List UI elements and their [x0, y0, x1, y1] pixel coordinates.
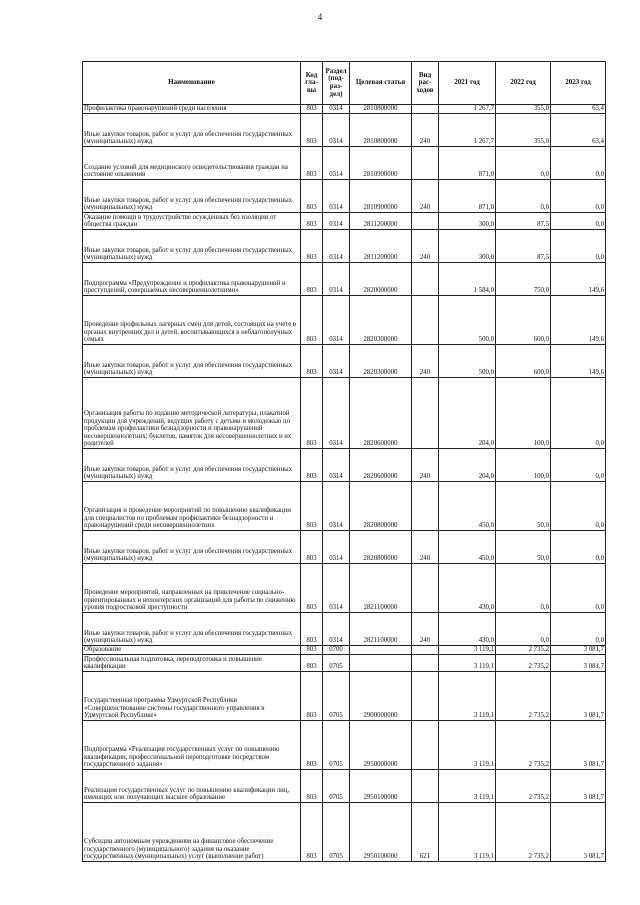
row-2022: 0,0	[496, 613, 551, 646]
row-name: Проведение мероприятий, направленных на привлечение социально-ориентированных и волонтерских организаций для работы по снижению уровня подростковой преступности	[83, 564, 301, 613]
row-type: 240	[412, 345, 439, 378]
row-2021: 871,0	[439, 180, 496, 213]
row-name: Подпрограмма «Предупреждение и профилактика правонарушений и преступлений, совершаемых несовершеннолетними»	[83, 263, 301, 296]
row-article: 2950000000	[350, 721, 412, 770]
row-chapter: 803	[301, 345, 323, 378]
row-type	[412, 296, 439, 345]
row-chapter: 803	[301, 230, 323, 263]
row-section: 0314	[323, 114, 350, 147]
row-section: 0705	[323, 672, 350, 721]
row-chapter: 803	[301, 646, 323, 655]
row-2021: 3 119,1	[439, 803, 496, 862]
row-article: 2820800000	[350, 482, 412, 531]
header-2021: 2021 год	[439, 62, 496, 105]
row-type: 240	[412, 613, 439, 646]
table-row	[83, 655, 606, 672]
row-2022: 87,5	[496, 230, 551, 263]
row-2023: 0,0	[551, 449, 606, 482]
row-article: 2820300000	[350, 345, 412, 378]
row-2022: 50,0	[496, 482, 551, 531]
table-row	[83, 263, 606, 296]
table-row	[83, 378, 606, 449]
header-expense-type: Вид рас- ходов	[412, 62, 439, 105]
row-chapter: 803	[301, 564, 323, 613]
row-2021: 450,0	[439, 482, 496, 531]
row-chapter: 803	[301, 449, 323, 482]
row-name: Образование	[83, 646, 301, 655]
header-section: Раздел (под- раз- дел)	[323, 62, 350, 105]
row-2022: 2 735,2	[496, 803, 551, 862]
table-row	[83, 213, 606, 230]
row-2023: 149,6	[551, 263, 606, 296]
row-name: Иные закупки товаров, работ и услуг для обеспечения государственных (муниципальных) нужд	[83, 180, 301, 213]
row-type	[412, 655, 439, 672]
table-row	[83, 564, 606, 613]
table-row	[83, 345, 606, 378]
table-row	[83, 721, 606, 770]
row-name: Иные закупки товаров, работ и услуг для обеспечения государственных (муниципальных) нужд	[83, 449, 301, 482]
table-body	[83, 105, 606, 862]
row-section: 0314	[323, 449, 350, 482]
row-2021: 430,0	[439, 613, 496, 646]
row-2022: 50,0	[496, 531, 551, 564]
row-section: 0314	[323, 147, 350, 180]
row-type: 240	[412, 531, 439, 564]
row-2021: 204,0	[439, 378, 496, 449]
row-2021: 1 267,7	[439, 114, 496, 147]
row-article: 2950100000	[350, 770, 412, 803]
row-type	[412, 770, 439, 803]
row-chapter: 803	[301, 531, 323, 564]
header-name: Наименование	[83, 62, 301, 105]
row-chapter: 803	[301, 482, 323, 531]
row-type: 621	[412, 803, 439, 862]
row-section: 0705	[323, 803, 350, 862]
row-section: 0705	[323, 721, 350, 770]
row-chapter: 803	[301, 147, 323, 180]
row-section: 0314	[323, 345, 350, 378]
row-2022: 0,0	[496, 564, 551, 613]
table-row	[83, 147, 606, 180]
row-2022: 355,0	[496, 105, 551, 114]
row-2023: 149,6	[551, 296, 606, 345]
row-section: 0314	[323, 564, 350, 613]
row-name: Профессиональная подготовка, переподготовка и повышение квалификации	[83, 655, 301, 672]
row-chapter: 803	[301, 672, 323, 721]
page-number: 4	[317, 12, 323, 22]
row-article: 2820300000	[350, 296, 412, 345]
row-2023: 3 081,7	[551, 721, 606, 770]
table-row	[83, 672, 606, 721]
row-section: 0314	[323, 105, 350, 114]
row-section: 0314	[323, 378, 350, 449]
row-2021: 3 119,1	[439, 770, 496, 803]
row-type	[412, 147, 439, 180]
row-2021: 3 119,1	[439, 655, 496, 672]
row-name: Субсидии автономным учреждениям на финансовое обеспечение государственного (муниципального) задания на оказание государственных (муниципальных) услуг (выполнение работ)	[83, 803, 301, 862]
table-row	[83, 114, 606, 147]
table-row	[83, 770, 606, 803]
row-2021: 3 119,1	[439, 672, 496, 721]
table-row	[83, 803, 606, 862]
row-2021: 300,0	[439, 230, 496, 263]
row-2022: 100,0	[496, 449, 551, 482]
table-row	[83, 531, 606, 564]
row-section: 0705	[323, 770, 350, 803]
row-section: 0314	[323, 230, 350, 263]
row-2023: 0,0	[551, 564, 606, 613]
row-chapter: 803	[301, 263, 323, 296]
row-article: 2821100000	[350, 564, 412, 613]
row-2023: 3 081,7	[551, 655, 606, 672]
row-2021: 1 267,7	[439, 105, 496, 114]
table-row	[83, 613, 606, 646]
row-2022: 0,0	[496, 147, 551, 180]
row-2021: 300,0	[439, 213, 496, 230]
row-2021: 450,0	[439, 531, 496, 564]
row-name: Реализация государственных услуг по повышению квалификации лиц, имеющих или получающих высшее образование	[83, 770, 301, 803]
row-2023: 149,6	[551, 345, 606, 378]
row-2023: 0,0	[551, 378, 606, 449]
table-row	[83, 180, 606, 213]
row-article: 2950100000	[350, 803, 412, 862]
row-chapter: 803	[301, 378, 323, 449]
row-type	[412, 646, 439, 655]
row-chapter: 803	[301, 803, 323, 862]
row-2022: 750,0	[496, 263, 551, 296]
row-section: 0314	[323, 531, 350, 564]
row-chapter: 803	[301, 655, 323, 672]
row-section: 0700	[323, 646, 350, 655]
row-2023: 0,0	[551, 180, 606, 213]
row-article: 2811200000	[350, 213, 412, 230]
table-row	[83, 646, 606, 655]
row-article: 2810800000	[350, 114, 412, 147]
row-name: Организация работы по изданию методической литературы, плакатной продукции для учреждений, ведущих работу с детьми и молодежью по проблемам профилактики безнадзорности и правонарушений несовершеннолетних; буклетов, памяток для несовершеннолетних и их родителей	[83, 378, 301, 449]
row-article: 2900000000	[350, 672, 412, 721]
row-chapter: 803	[301, 770, 323, 803]
row-article: 2811200000	[350, 230, 412, 263]
row-2021: 204,0	[439, 449, 496, 482]
table-row	[83, 105, 606, 114]
row-name: Подпрограмма «Реализация государственных услуг по повышению квалификации, профессиональной переподготовке посредством государственного задания»	[83, 721, 301, 770]
header-article: Целевая статья	[350, 62, 412, 105]
table-row	[83, 449, 606, 482]
row-2021: 430,0	[439, 564, 496, 613]
row-2023: 3 081,7	[551, 672, 606, 721]
row-chapter: 803	[301, 721, 323, 770]
row-2023: 63,4	[551, 105, 606, 114]
row-chapter: 803	[301, 613, 323, 646]
row-type	[412, 482, 439, 531]
row-article: 2810800000	[350, 105, 412, 114]
row-type	[412, 564, 439, 613]
row-2023: 0,0	[551, 213, 606, 230]
row-chapter: 803	[301, 213, 323, 230]
row-name: Создание условий для медицинского освидетельствования граждан на состояние опьянения	[83, 147, 301, 180]
row-2022: 0,0	[496, 180, 551, 213]
row-type	[412, 213, 439, 230]
row-article	[350, 646, 412, 655]
row-article: 2810900000	[350, 180, 412, 213]
row-2023: 0,0	[551, 613, 606, 646]
row-type	[412, 672, 439, 721]
row-name: Иные закупки товаров, работ и услуг для обеспечения государственных (муниципальных) нужд	[83, 345, 301, 378]
header-chapter: Код гла- вы	[301, 62, 323, 105]
row-name: Организация и проведение мероприятий по повышению квалификации для специалистов по проблемам профилактики безнадзорности и правонарушений среди несовершеннолетних	[83, 482, 301, 531]
row-2021: 871,0	[439, 147, 496, 180]
row-type	[412, 263, 439, 296]
row-name: Оказание помощи в трудоустройстве осужденных без изоляции от общества граждан	[83, 213, 301, 230]
row-2022: 600,0	[496, 296, 551, 345]
row-2021: 3 119,1	[439, 721, 496, 770]
row-type: 240	[412, 230, 439, 263]
table-row	[83, 482, 606, 531]
budget-table	[82, 61, 606, 862]
row-section: 0705	[323, 655, 350, 672]
row-2023: 0,0	[551, 230, 606, 263]
row-section: 0314	[323, 296, 350, 345]
row-2022: 2 735,2	[496, 672, 551, 721]
row-type: 240	[412, 449, 439, 482]
row-article: 2821100000	[350, 613, 412, 646]
row-2022: 100,0	[496, 378, 551, 449]
row-2021: 500,0	[439, 345, 496, 378]
row-name: Иные закупки товаров, работ и услуг для обеспечения государственных (муниципальных) нужд	[83, 531, 301, 564]
row-section: 0314	[323, 263, 350, 296]
row-section: 0314	[323, 213, 350, 230]
row-2023: 0,0	[551, 482, 606, 531]
row-article: 2820000000	[350, 263, 412, 296]
row-article: 2820800000	[350, 531, 412, 564]
row-type: 240	[412, 114, 439, 147]
row-2023: 63,4	[551, 114, 606, 147]
table-row	[83, 296, 606, 345]
row-2022: 600,0	[496, 345, 551, 378]
row-2021: 3 119,1	[439, 646, 496, 655]
row-chapter: 803	[301, 105, 323, 114]
table-row	[83, 230, 606, 263]
row-type	[412, 378, 439, 449]
row-2023: 3 081,7	[551, 803, 606, 862]
row-section: 0314	[323, 613, 350, 646]
row-name: Проведение профильных лагерных смен для детей, состоящих на учете в органах внутренних дел и детей, воспитывающихся в неблагополучных семьях	[83, 296, 301, 345]
row-chapter: 803	[301, 180, 323, 213]
row-type: 240	[412, 180, 439, 213]
row-article: 2820600000	[350, 449, 412, 482]
row-2022: 2 735,2	[496, 770, 551, 803]
row-chapter: 803	[301, 296, 323, 345]
row-article	[350, 655, 412, 672]
row-2022: 2 735,2	[496, 721, 551, 770]
row-name: Государственная программа Удмуртской Республики «Совершенствование системы государственного управления в Удмуртской Республике»	[83, 672, 301, 721]
row-name: Иные закупки товаров, работ и услуг для обеспечения государственных (муниципальных) нужд	[83, 230, 301, 263]
header-2023: 2023 год	[551, 62, 606, 105]
row-2023: 3 081,7	[551, 770, 606, 803]
row-type	[412, 721, 439, 770]
row-chapter: 803	[301, 114, 323, 147]
row-2023: 0,0	[551, 147, 606, 180]
row-article: 2820600000	[350, 378, 412, 449]
row-name: Иные закупки товаров, работ и услуг для обеспечения государственных (муниципальных) нужд	[83, 613, 301, 646]
table-header	[83, 62, 606, 105]
row-name: Профилактика правонарушений среди населения	[83, 105, 301, 114]
row-name: Иные закупки товаров, работ и услуг для обеспечения государственных (муниципальных) нужд	[83, 114, 301, 147]
row-2023: 0,0	[551, 531, 606, 564]
row-section: 0314	[323, 482, 350, 531]
row-2021: 500,0	[439, 296, 496, 345]
row-article: 2810900000	[350, 147, 412, 180]
row-section: 0314	[323, 180, 350, 213]
row-type	[412, 105, 439, 114]
row-2022: 2 735,2	[496, 646, 551, 655]
row-2022: 2 735,2	[496, 655, 551, 672]
header-2022: 2022 год	[496, 62, 551, 105]
row-2021: 1 584,0	[439, 263, 496, 296]
row-2023: 3 081,7	[551, 646, 606, 655]
row-2022: 355,0	[496, 114, 551, 147]
row-2022: 87,5	[496, 213, 551, 230]
